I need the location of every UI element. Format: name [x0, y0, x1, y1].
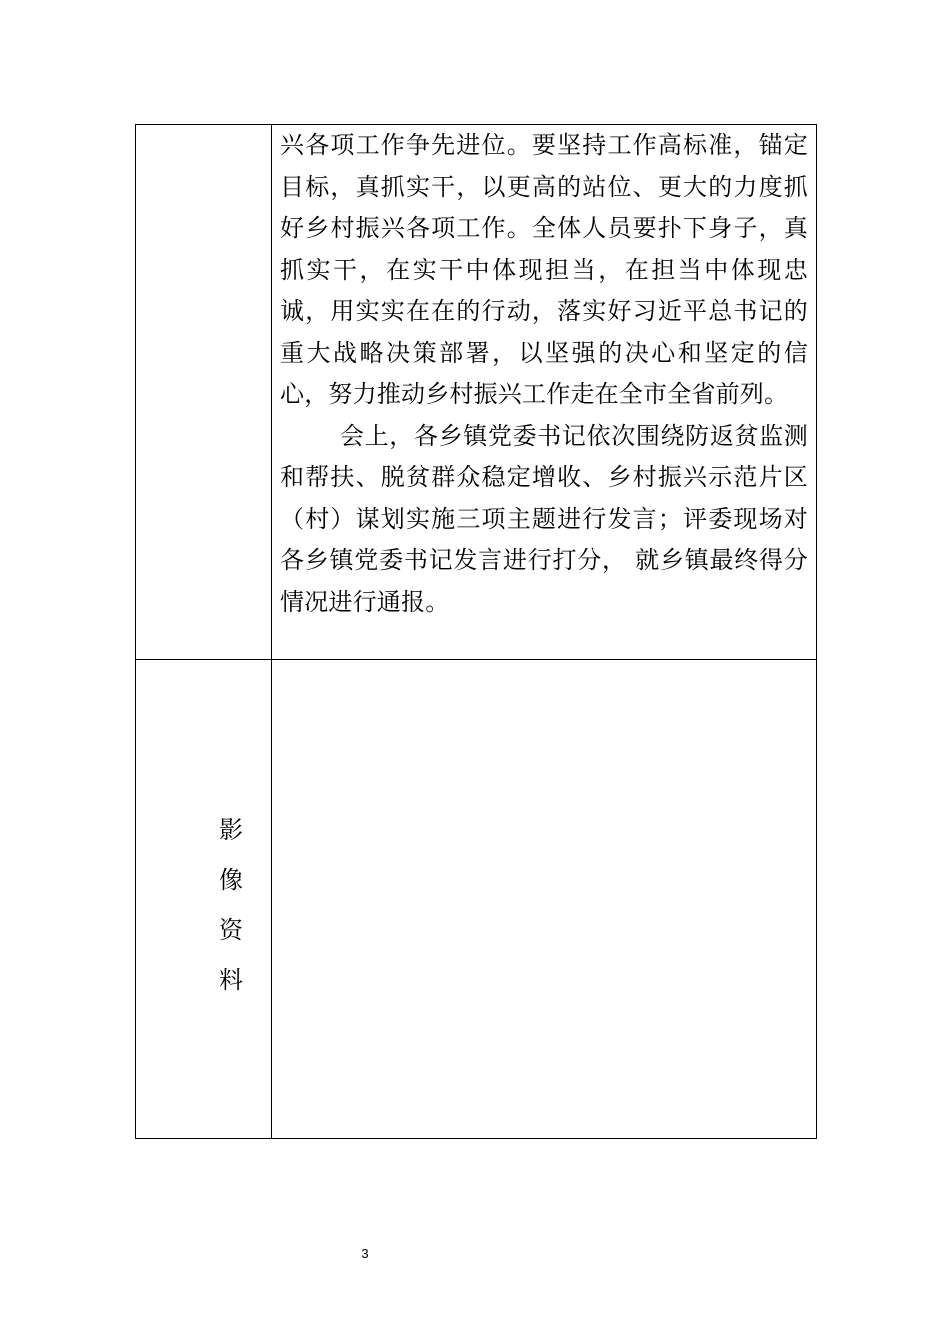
record-table: [135, 124, 817, 1139]
media-content-cell: [272, 660, 817, 1139]
media-label-cell: [136, 660, 272, 1139]
media-label-char: 影: [219, 816, 243, 844]
media-label-char: 料: [219, 966, 243, 994]
content-label-cell: [136, 125, 272, 660]
media-row: [136, 660, 817, 1139]
media-label-char: 像: [219, 866, 243, 894]
paragraph-meeting: 会上，各乡镇党委书记依次围绕防返贫监测和帮扶、脱贫群众稳定增收、乡村振兴示范片区（村）谋划实施三项主题进行发言；评委现场对各乡镇党委书记发言进行打分， 就乡镇最终得分情况进行通报。: [280, 421, 808, 616]
media-label-chars: [216, 805, 246, 1005]
media-label: [136, 660, 271, 1138]
content-text-cell: [272, 125, 817, 660]
media-label-char: 资: [219, 916, 243, 944]
content-row: [136, 125, 817, 660]
paragraph-continuation: 兴各项工作争先进位。要坚持工作高标准，锚定目标，真抓实干，以更高的站位、更大的力度抓好乡村振兴各项工作。全体人员要扑下身子，真抓实干，在实干中体现担当，在担当中体现忠诚，用实实在在的行动，落实好习近平总书记的重大战略决策部署，以坚强的决心和坚定的信心，努力推动乡村振兴工作走在全市全省前列。: [280, 131, 808, 408]
content-text: [272, 125, 816, 623]
page-number: 3: [361, 1246, 369, 1261]
